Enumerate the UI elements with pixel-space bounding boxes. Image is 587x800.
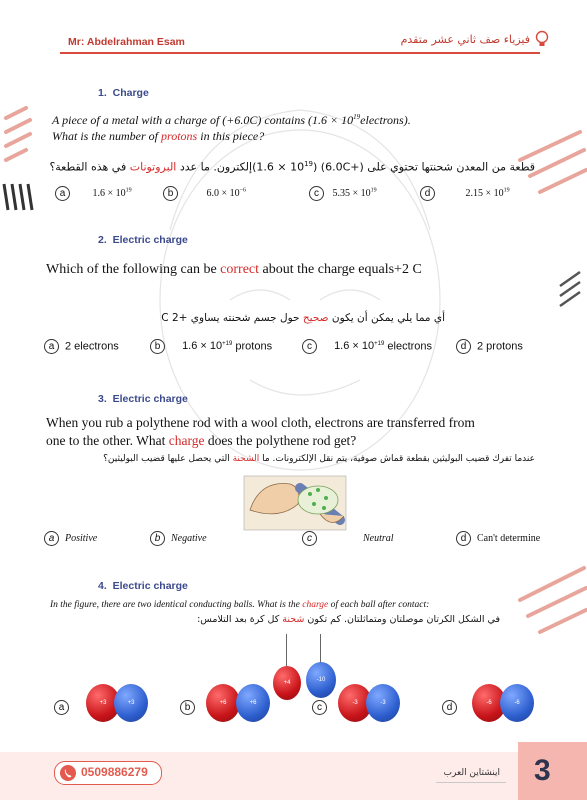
footer-page-block bbox=[518, 742, 587, 800]
q1-option-a[interactable]: a $1.6 \times 10^{19}$ bbox=[55, 186, 132, 201]
q4-option-c[interactable]: c -3 -3 bbox=[312, 680, 422, 730]
rubbing-illustration bbox=[240, 470, 350, 534]
option-c-blue-ball: -3 bbox=[366, 684, 400, 722]
q3-heading: 3. Electric charge bbox=[98, 393, 188, 405]
q4-option-d[interactable]: d -6 -6 bbox=[442, 680, 552, 730]
option-c-red-ball: -3 bbox=[338, 684, 372, 722]
q1-option-b[interactable]: b $6.0 \times 10^{-6}$ bbox=[163, 186, 246, 201]
q2-question-en: Which of the following can be correct about the charge equals+2 C bbox=[46, 262, 422, 277]
q1-heading: 1. Charge bbox=[98, 87, 149, 99]
option-d-blue-ball: -6 bbox=[500, 684, 534, 722]
right-stripes bbox=[520, 132, 586, 632]
initial-red-ball: +4 bbox=[273, 666, 301, 700]
footer-phone: 0509886279 bbox=[81, 765, 148, 779]
header-divider bbox=[60, 52, 540, 54]
q4-option-b[interactable]: b +6 +6 bbox=[180, 680, 290, 730]
q3-option-d[interactable]: d Can't determine bbox=[456, 531, 540, 546]
option-a-red-ball: +3 bbox=[86, 684, 120, 722]
q4-heading: 4. Electric charge bbox=[98, 580, 188, 592]
left-dark-stripes bbox=[4, 184, 32, 210]
q3-option-a[interactable]: a Positive bbox=[44, 531, 97, 546]
page-number: 3 bbox=[534, 754, 551, 787]
q4-option-a[interactable]: a +3 +3 bbox=[54, 680, 164, 730]
q2-option-a[interactable]: a 2 electrons bbox=[44, 339, 119, 354]
q2-heading: 2. Electric charge bbox=[98, 234, 188, 246]
option-b-blue-ball: +6 bbox=[236, 684, 270, 722]
q3-question-en: When you rub a polythene rod with a wool cloth, electrons are transferred from one to the other. What charge does the polythene rod get? bbox=[46, 415, 475, 448]
footer-rule bbox=[436, 782, 506, 783]
phone-icon bbox=[59, 764, 77, 782]
lightbulb-icon bbox=[534, 30, 550, 48]
q1-question-en: A piece of a metal with a charge of (+6.0C) contains $(1.6 \times 10^{19}electrons)$. What is the number of protons in this piece? bbox=[52, 113, 411, 143]
q3-option-b[interactable]: b Negative bbox=[150, 531, 207, 546]
q1-option-c[interactable]: c $5.35 \times 10^{19}$ bbox=[309, 186, 377, 201]
q2-question-ar: أي مما يلي يمكن أن يكون صحيح حول جسم شحنته يساوي +2 C bbox=[161, 312, 445, 324]
q4-question-ar: في الشكل الكرتان موصلتان ومتماثلتان. كم تكون شحنة كل كرة بعد التلامس: bbox=[197, 614, 500, 625]
q1-question-ar: قطعة من المعدن شحنتها تحتوي على (+6.0C) $(1.6 \times 10^{19})إلكترون$. ما عدد البروتونات في هذه القطعة؟ bbox=[49, 160, 535, 174]
q2-option-d[interactable]: d 2 protons bbox=[456, 339, 523, 354]
option-a-blue-ball: +3 bbox=[114, 684, 148, 722]
q2-option-b[interactable]: b $1.6 \times 10^{+19}$ protons bbox=[150, 339, 272, 354]
option-b-red-ball: +6 bbox=[206, 684, 240, 722]
option-d-red-ball: -6 bbox=[472, 684, 506, 722]
initial-blue-ball: -10 bbox=[306, 662, 336, 698]
footer-phone-box[interactable] bbox=[54, 761, 162, 785]
header-author: Mr: Abdelrahman Esam bbox=[68, 36, 185, 48]
right-dark-stripes bbox=[560, 272, 580, 306]
footer-brand: اينشتاين العرب bbox=[443, 768, 500, 778]
q3-option-c[interactable]: c Neutral bbox=[302, 531, 394, 546]
q4-question-en: In the figure, there are two identical conducting balls. What is the charge of each ball after contact: bbox=[50, 600, 430, 610]
header-subject: فيزياء صف ثاني عشر متقدم bbox=[400, 33, 530, 46]
left-stripes bbox=[6, 108, 30, 160]
q1-option-d[interactable]: d $2.15 \times 10^{19}$ bbox=[420, 186, 510, 201]
q2-option-c[interactable]: c $1.6 \times 10^{+19}$ electrons bbox=[302, 339, 432, 354]
q3-question-ar: عندما تفرك قضيب البوليثين بقطعة قماش صوفية، يتم نقل الإلكترونات. ما الشحنة التي يحصل عليها قضيب البوليثين؟ bbox=[103, 454, 535, 464]
